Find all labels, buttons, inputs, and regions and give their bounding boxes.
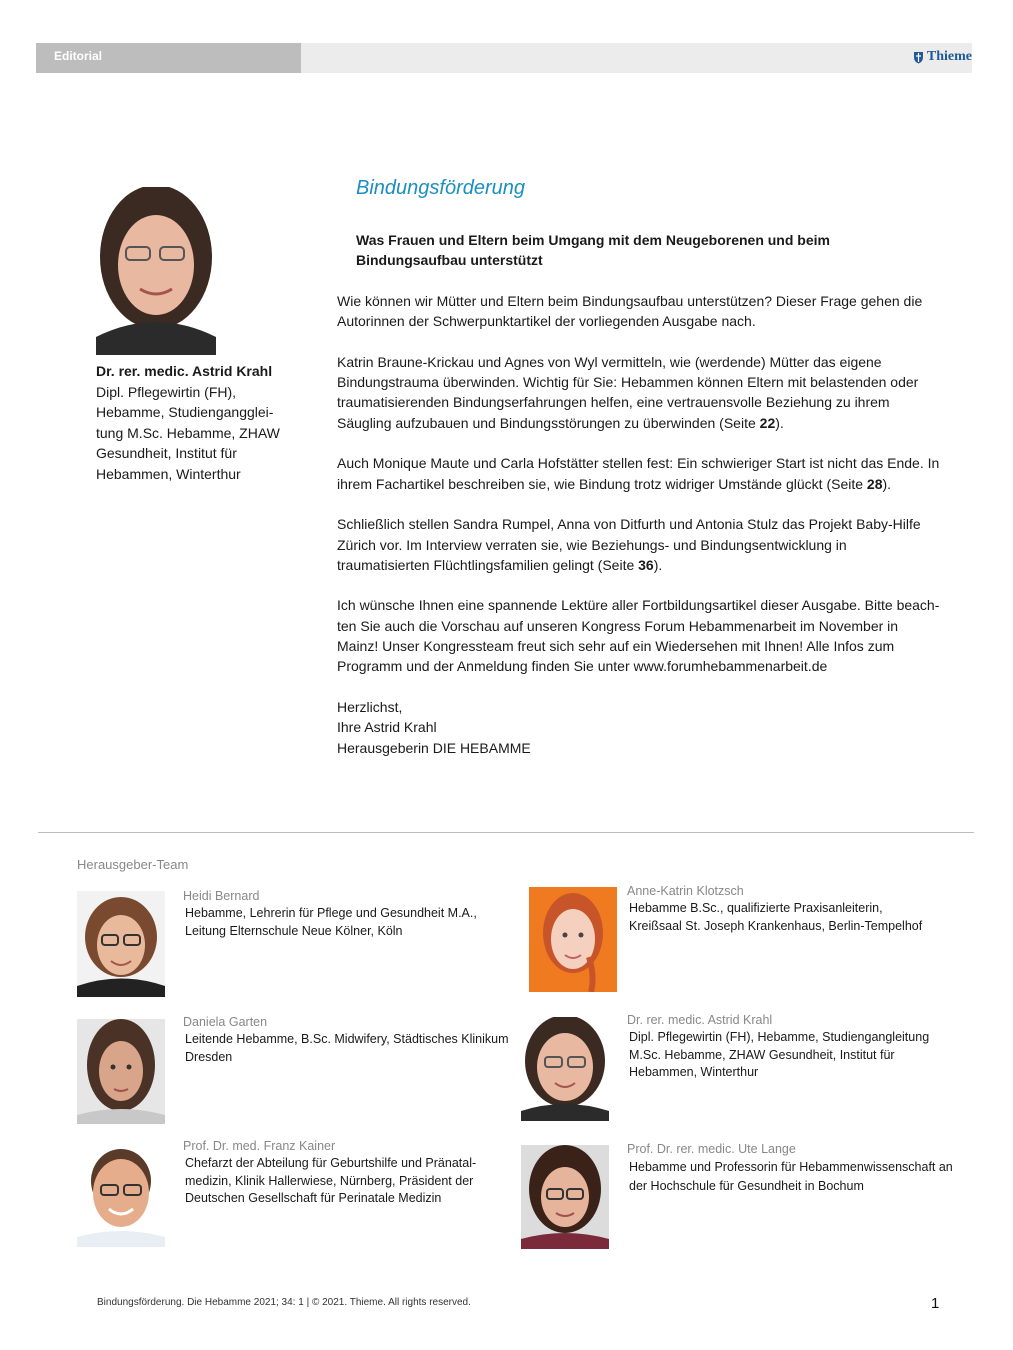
thieme-emblem-icon [913, 50, 924, 64]
member-desc: Hebamme und Professorin für Hebammenwissenschaft an der Hochschule für Gesundheit in Bochum [629, 1160, 953, 1193]
author-name: Dr. rer. medic. Astrid Krahl [96, 363, 273, 379]
team-member [627, 1013, 957, 1082]
member-name: Prof. Dr. rer. medic. Ute Lange [627, 1142, 796, 1156]
member-photo [521, 1017, 609, 1121]
article-kicker: Bindungsförderung [356, 177, 526, 199]
signature-line: Herzlichst, [337, 698, 403, 715]
signature [337, 697, 941, 758]
member-photo [521, 1145, 609, 1249]
article-lead: Was Frauen und Eltern beim Umgang mit dem Neugeborenen und beim Bindungsaufbau unterstützt [356, 232, 830, 268]
author-photo [96, 187, 216, 355]
member-desc: Hebamme B.Sc., qualifizierte Praxisanleiterin, Kreißsaal St. Joseph Krankenhaus, Berlin-Tempelhof [629, 901, 923, 933]
member-name: Daniela Garten [183, 1015, 268, 1029]
page-ref: 22 [759, 414, 776, 431]
member-photo [77, 891, 165, 997]
team-member [627, 884, 957, 935]
member-name: Prof. Dr. med. Franz Kainer [183, 1139, 336, 1153]
article-body [337, 291, 941, 758]
team-member [183, 1139, 513, 1208]
member-desc: Leitende Hebamme, B.Sc. Midwifery, Städtisches Klinikum Dresden [185, 1032, 509, 1064]
paragraph: Schließlich stellen Sandra Rumpel, Anna von Ditfurth und Antonia Stulz das Projekt Baby-Hilfe Zürich vor. Im Interview verraten sie, wie Beziehungs- und Bindungsentwicklung in traumatisierten Flüchtlingsfamilien gelingt (Seite 36). [337, 516, 921, 573]
member-name: Dr. rer. medic. Astrid Krahl [627, 1013, 773, 1027]
citation-footer: Bindungsförderung. Die Hebamme 2021; 34: 1 | © 2021. Thieme. All rights reserved. [97, 1297, 471, 1308]
team-member [183, 889, 503, 940]
author-line: Hebammen, Winterthur [96, 465, 241, 482]
member-name: Anne-Katrin Klotzsch [627, 884, 744, 898]
divider [38, 832, 974, 833]
section-label: Editorial [54, 49, 103, 63]
paragraph: Ich wünsche Ihnen eine spannende Lektüre aller Fortbildungsartikel dieser Ausgabe. Bitte beachten Sie auch die Vorschau auf unseren Kongress Forum Hebammenarbeit im November in Mainz! Unser Kongressteam freut sich sehr auf ein Wiedersehen mit Ihnen! Alle Infos zum Programm und der Anmeldung finden Sie unter www.forumhebammenarbeit.de [337, 597, 940, 675]
signature-line: Herausgeberin DIE HEBAMME [337, 739, 531, 756]
member-photo [529, 887, 617, 992]
section-tab [36, 43, 301, 73]
member-desc: Hebamme, Lehrerin für Pflege und Gesundheit M.A., Leitung Elternschule Neue Kölner, Köln [185, 906, 477, 938]
author-line: Dipl. Pflegewirtin (FH), [96, 383, 237, 400]
author-line: Hebamme, Studiengangglei- [96, 404, 274, 420]
page-ref: 36 [638, 556, 654, 573]
member-name: Heidi Bernard [183, 889, 260, 903]
member-desc: Dipl. Pflegewirtin (FH), Hebamme, Studiengangleitung M.Sc. Hebamme, ZHAW Gesundheit, Institut für Hebammen, Winterthur [629, 1030, 930, 1079]
signature-line: Ihre Astrid Krahl [337, 719, 437, 736]
author-line: Gesundheit, Institut für [96, 445, 237, 461]
paragraph: Wie können wir Mütter und Eltern beim Bindungsaufbau unterstützen? Dieser Frage gehen die Autorinnen der Schwerpunktartikel der vorliegenden Ausgabe nach. [337, 293, 923, 330]
member-desc: Chefarzt der Abteilung für Geburtshilfe und Pränatal- medizin, Klinik Hallerwiese, Nürnberg, Präsident der Deutschen Gesellschaft für Perinatale Medizin [185, 1156, 477, 1205]
member-photo [77, 1019, 165, 1124]
page-number: 1 [931, 1295, 940, 1312]
member-photo [77, 1141, 165, 1247]
paragraph: Katrin Braune-Krickau und Agnes von Wyl vermitteln, wie (werdende) Mütter das eigene Bindungstrauma überwinden. Wichtig für Sie: Hebammen können Eltern mit belastenden oder traumatisierenden Bindungserfahrungen helfen, eine vertrauensvolle Beziehung zu ihrem Säugling aufzubauen und Bindungsstörungen zu überwinden (Seite 22). [337, 353, 919, 431]
page-ref: 28 [866, 475, 883, 492]
paragraph: Auch Monique Maute und Carla Hofstätter stellen fest: Ein schwieriger Start ist nicht das Ende. In ihrem Fachartikel beschreiben sie, wie Bindung trotz widriger Umstände glückt (Seite 28). [337, 455, 940, 492]
publisher-logo [913, 49, 972, 65]
author-block [96, 361, 296, 484]
author-line: tung M.Sc. Hebamme, ZHAW [96, 424, 280, 441]
team-member [627, 1142, 957, 1196]
team-heading: Herausgeber-Team [77, 857, 189, 872]
publisher-name: Thieme [926, 49, 972, 64]
team-member [183, 1015, 513, 1066]
